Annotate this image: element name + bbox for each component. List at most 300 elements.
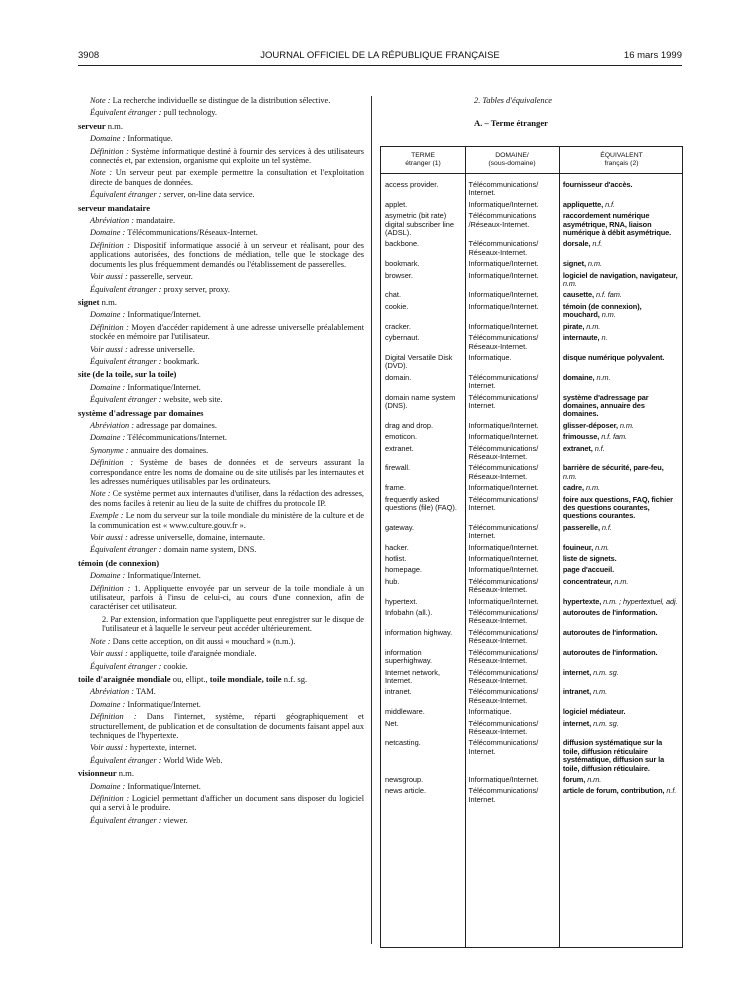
- foreign-term: frequently asked questions (file) (FAQ).: [385, 494, 457, 512]
- domain-cell: Informatique/Internet.: [468, 270, 539, 280]
- field-text: adresse universelle.: [129, 344, 195, 354]
- table-row: [381, 201, 682, 209]
- domain-cell: Informatique/Internet.: [468, 542, 539, 552]
- term-text: toile d'araignée mondiale: [78, 673, 171, 684]
- domain-cell: Télécommunications/ Internet.: [468, 392, 539, 410]
- foreign-term: information superhighway.: [385, 647, 433, 666]
- field-text: domain name system, DNS.: [163, 545, 257, 555]
- entry-field: [78, 147, 364, 166]
- entry-field: [78, 489, 364, 508]
- foreign-term: domain name system (DNS).: [385, 392, 456, 410]
- french-equivalent: [558, 609, 682, 626]
- equivalent-grammar: n.f.: [592, 239, 603, 249]
- french-equivalent: [558, 776, 682, 784]
- entry-field: [78, 168, 364, 187]
- entry-field: [78, 433, 364, 442]
- foreign-term: middleware.: [385, 707, 425, 717]
- french-equivalent: [558, 578, 682, 595]
- domain-cell: Informatique/Internet.: [468, 774, 539, 784]
- field-label: Domaine :: [90, 382, 126, 392]
- field-label: Domaine :: [90, 433, 126, 443]
- entry-field: [78, 134, 364, 143]
- equivalent-text: page d'accueil.: [562, 565, 615, 575]
- domain-cell: Télécommunications/ Réseaux-Internet.: [468, 627, 539, 646]
- entry-field: [78, 357, 364, 366]
- entry-field: [78, 190, 364, 199]
- entry-term: [78, 409, 364, 418]
- foreign-term: bookmark.: [385, 259, 420, 269]
- entry-field: [78, 700, 364, 709]
- equivalent-text: fournisseur d'accès.: [562, 180, 633, 189]
- term-grammar: n.f. sg.: [283, 673, 308, 684]
- foreign-term: Infobahn (all.).: [385, 608, 433, 618]
- foreign-term: cracker.: [385, 321, 411, 331]
- french-equivalent: [558, 291, 682, 299]
- term-text: système d'adressage par domaines: [78, 407, 204, 418]
- glossary-entry: [78, 370, 364, 404]
- foreign-term: homepage.: [385, 565, 422, 575]
- foreign-term: domain.: [385, 372, 412, 382]
- field-label: Domaine :: [90, 571, 126, 581]
- french-equivalent: [558, 566, 682, 574]
- foreign-term: Digital Versatile Disk (DVD).: [385, 352, 453, 371]
- equivalent-text: domaine,: [562, 372, 595, 382]
- field-label: Définition :: [90, 583, 131, 593]
- term-grammar: n.m.: [101, 296, 117, 307]
- field-label: Abréviation :: [90, 420, 135, 430]
- table-row: [381, 669, 682, 686]
- entry-term: [78, 298, 364, 307]
- equivalent-text: concentrateur,: [562, 576, 613, 586]
- equivalent-text: pirate,: [562, 321, 585, 331]
- field-label: Équivalent étranger :: [90, 661, 162, 671]
- equivalent-grammar: n.m.: [593, 687, 608, 697]
- french-equivalent: [558, 201, 682, 209]
- equivalent-grammar: n.m.: [596, 372, 611, 382]
- entry-field: [78, 228, 364, 237]
- field-label: Note :: [90, 636, 111, 646]
- entry-field: [78, 637, 364, 646]
- entry-field: [78, 272, 364, 281]
- foreign-term: information highway.: [385, 627, 453, 637]
- equivalent-text: raccordement numérique asymétrique, RNA, liaison numérique à débit asymétrique.: [562, 211, 672, 238]
- equivalent-text: disque numérique polyvalent.: [562, 352, 665, 362]
- field-text: Logiciel permettant d'afficher un document sans disposer du logiciel qui a servi à le produire.: [90, 793, 365, 813]
- entry-field: [78, 782, 364, 791]
- foreign-term: news article.: [385, 786, 427, 796]
- equivalent-grammar: n.m.: [619, 420, 634, 430]
- equivalent-text: causette,: [562, 290, 594, 300]
- field-label: Domaine :: [90, 699, 126, 709]
- foreign-term: intranet.: [385, 687, 412, 697]
- field-text: Système de bases de données et de serveurs assurant la correspondance entre les noms de domaine ou de site utilisés par les internautes et les adresses numériques utilisables par les ordinateurs.: [90, 458, 364, 486]
- field-text: Informatique/Internet.: [127, 310, 201, 320]
- foreign-term: hub.: [385, 576, 400, 586]
- domain-cell: Informatique/Internet.: [468, 554, 539, 564]
- french-equivalent: [558, 544, 682, 552]
- term-text: serveur: [78, 120, 106, 131]
- field-text: Le nom du serveur sur la toile mondiale du ministère de la culture et de la communication est « www.culture.gouv.fr ».: [90, 511, 364, 530]
- domain-cell: Télécommunications/ Internet.: [468, 180, 539, 198]
- equivalent-text: appliquette,: [562, 199, 604, 209]
- foreign-term: emoticon.: [385, 432, 418, 442]
- entry-field: [78, 446, 364, 455]
- equivalent-text: internet,: [562, 667, 592, 677]
- entry-term: [78, 370, 364, 379]
- table-row: [381, 303, 682, 320]
- field-text: hypertexte, internet.: [129, 743, 197, 753]
- equivalent-grammar: n.m.: [562, 471, 577, 481]
- header-rule: [78, 65, 682, 66]
- field-text: TAM.: [135, 687, 156, 697]
- domain-cell: Informatique.: [468, 707, 512, 717]
- table-row: [381, 433, 682, 441]
- field-label: Voir aussi :: [90, 649, 128, 659]
- entry-field: [78, 458, 364, 486]
- entry-term: [78, 675, 364, 684]
- foreign-term: drag and drop.: [385, 420, 434, 430]
- foreign-term: newsgroup.: [385, 774, 424, 784]
- field-label: Voir aussi :: [90, 533, 128, 543]
- field-label: Équivalent étranger :: [90, 108, 162, 118]
- field-text: 2. Par extension, information que l'appliquette peut enregistrer sur le disque de l'utilisateur et à laquelle le serveur peut accéder ultérieurement.: [102, 614, 364, 634]
- field-text: adresse universelle, domaine, internaute.: [129, 533, 265, 543]
- field-label: Équivalent étranger :: [90, 545, 162, 555]
- glossary-entry: [78, 769, 364, 825]
- equivalent-text: passerelle,: [562, 522, 600, 532]
- field-text: Télécommunications/Internet.: [127, 433, 227, 443]
- french-equivalent: [558, 422, 682, 430]
- field-label: Domaine :: [90, 228, 126, 238]
- glossary-entry: [78, 204, 364, 294]
- table-row: [381, 464, 682, 481]
- domain-cell: Télécommunications/ Internet.: [468, 494, 539, 512]
- french-equivalent: [558, 272, 682, 289]
- equivalent-grammar: n.f. fam.: [601, 432, 627, 442]
- table-row: [381, 484, 682, 492]
- term-text: serveur mandataire: [78, 202, 151, 213]
- field-label: Exemple :: [90, 511, 124, 521]
- foreign-term: hypertext.: [385, 596, 418, 606]
- french-equivalent: [558, 649, 682, 666]
- foreign-term: netcasting.: [385, 738, 421, 748]
- table-row: [381, 212, 682, 237]
- equivalent-text: hypertexte,: [562, 596, 602, 606]
- foreign-term: frame.: [385, 483, 406, 493]
- field-label: Voir aussi :: [90, 344, 128, 354]
- equivalent-grammar: n.f. fam.: [595, 290, 622, 300]
- entry-field: [78, 584, 364, 612]
- domain-cell: Informatique/Internet.: [468, 290, 539, 300]
- entry-term: [78, 122, 364, 131]
- field-text: Dispositif informatique associé à un serveur et réalisant, pour des applications autorisées, des fonctions de médiation, telle que le stockage des documents les plus fréquemment demandés ou l'établissement de passerelles.: [90, 240, 365, 269]
- equivalent-text: article de forum, contribution,: [562, 786, 665, 796]
- header-domain: DOMAINE/ (sous-domaine): [488, 152, 536, 167]
- domain-cell: Télécommunications/ Réseaux-Internet.: [468, 239, 539, 257]
- french-equivalent: [558, 374, 682, 391]
- french-equivalent: [558, 433, 682, 441]
- domain-cell: Télécommunications/ Réseaux-Internet.: [468, 443, 539, 461]
- entry-field: [78, 615, 364, 634]
- section-title: 2. Tables d'équivalence: [474, 96, 553, 105]
- entry-field: [78, 662, 364, 671]
- domain-cell: Télécommunications/ Réseaux-Internet.: [468, 647, 539, 666]
- field-text: proxy server, proxy.: [163, 284, 230, 294]
- table-row: [381, 323, 682, 331]
- equivalent-grammar: n.m. sg.: [593, 667, 619, 677]
- term-grammar: n.m.: [107, 120, 123, 131]
- table-row: [381, 649, 682, 666]
- glossary-entry: [78, 122, 364, 200]
- foreign-term: chat.: [385, 290, 402, 300]
- french-equivalent: [558, 484, 682, 492]
- entry-term: [78, 769, 364, 778]
- entry-field: [78, 216, 364, 225]
- equivalent-text: internaute,: [562, 333, 600, 343]
- term-grammar: n.m.: [118, 768, 134, 779]
- field-text: website, web site.: [163, 395, 223, 405]
- domain-cell: Télécommunications/ Internet.: [468, 738, 539, 756]
- entry-field: [78, 421, 364, 430]
- field-text: Informatique/Internet.: [127, 781, 201, 791]
- domain-cell: Informatique/Internet.: [468, 259, 539, 269]
- field-text: 1. Appliquette envoyée par un serveur de la toile mondiale à un utilisateur, parfois à l'insu de celui-ci, au cours d'une connexion, afin de caractériser cet utilisateur.: [90, 583, 365, 612]
- equivalence-table: [380, 146, 683, 948]
- french-equivalent: [558, 669, 682, 686]
- equivalent-grammar: n.m. sg.: [593, 718, 619, 728]
- french-equivalent: [558, 323, 682, 331]
- equivalent-text: liste de signets.: [562, 554, 617, 564]
- field-text: Informatique/Internet.: [127, 699, 201, 709]
- equivalent-text: autoroutes de l'information.: [562, 647, 658, 657]
- entry-field: [78, 712, 364, 740]
- table-row: [381, 240, 682, 257]
- entry-term: [78, 559, 364, 568]
- table-row: [381, 688, 682, 705]
- equivalent-text: autoroutes de l'information.: [562, 627, 658, 637]
- field-label: Équivalent étranger :: [90, 755, 162, 765]
- glossary-entry: [78, 559, 364, 671]
- domain-cell: Télécommunications/ Réseaux-Internet.: [468, 608, 539, 626]
- field-text: adressage par domaines.: [136, 420, 217, 430]
- field-label: Abréviation :: [90, 687, 135, 697]
- equivalent-grammar: n.f.: [666, 786, 677, 796]
- field-label: Domaine :: [90, 781, 126, 791]
- equivalent-grammar: n.m.: [586, 321, 601, 331]
- field-label: Définition :: [90, 322, 129, 332]
- entry-field: [78, 310, 364, 319]
- domain-cell: Informatique/Internet.: [468, 596, 539, 606]
- domain-cell: Informatique.: [468, 352, 512, 362]
- equivalent-text: internet,: [562, 718, 592, 728]
- french-equivalent: [558, 688, 682, 705]
- glossary-entry: [78, 298, 364, 366]
- entry-field: [78, 345, 364, 354]
- field-label: Domaine :: [90, 310, 126, 320]
- entry-field: [78, 108, 364, 117]
- french-equivalent: [558, 464, 682, 481]
- equivalent-text: système d'adressage par domaines, annuaire des domaines.: [562, 392, 649, 419]
- field-label: Définition :: [90, 240, 130, 250]
- header-term: TERME étranger (1): [405, 152, 441, 167]
- field-text: pull technology.: [163, 108, 217, 118]
- equivalent-text: cadre,: [562, 483, 585, 493]
- column-divider: [371, 96, 372, 944]
- foreign-term: hacker.: [385, 542, 409, 552]
- french-equivalent: [558, 739, 682, 773]
- entry-field: [78, 756, 364, 765]
- table-row: [381, 598, 682, 606]
- entry-field: [78, 545, 364, 554]
- table-row: [381, 496, 682, 521]
- foreign-term: Internet network, Internet.: [385, 667, 441, 685]
- field-label: Équivalent étranger :: [90, 815, 162, 825]
- domain-cell: Informatique/Internet.: [468, 483, 539, 493]
- entry-field: [78, 687, 364, 696]
- table-row: [381, 787, 682, 804]
- domain-cell: Informatique/Internet.: [468, 432, 539, 442]
- domain-cell: Informatique/Internet.: [468, 321, 539, 331]
- french-equivalent: [558, 720, 682, 737]
- glossary-entry: [78, 409, 364, 555]
- field-label: Abréviation :: [90, 216, 135, 226]
- equivalent-grammar: n.m.: [601, 310, 616, 320]
- equivalent-grammar: n.m. ; hypertextuel, adj.: [603, 596, 678, 606]
- subsection-title: A. – Terme étranger: [474, 118, 548, 128]
- field-text: viewer.: [163, 815, 188, 825]
- field-text: annuaire des domaines.: [130, 445, 209, 455]
- field-text: La recherche individuelle se distingue de la distribution sélective.: [112, 96, 331, 105]
- foreign-term: applet.: [385, 199, 408, 209]
- domain-cell: Télécommunications/ Réseaux-Internet.: [468, 463, 539, 481]
- domain-cell: Télécommunications /Réseaux-Internet.: [468, 211, 537, 229]
- entry-field: [78, 241, 364, 269]
- table-row: [381, 422, 682, 430]
- table-row: [381, 566, 682, 574]
- foreign-term: firewall.: [385, 463, 411, 473]
- equivalent-grammar: n.: [601, 333, 608, 343]
- foreign-term: backbone.: [385, 239, 420, 249]
- field-label: Équivalent étranger :: [90, 284, 162, 294]
- foreign-term: asymetric (bit rate) digital subscriber line (ADSL).: [385, 211, 455, 238]
- equivalent-grammar: n.m.: [585, 483, 600, 493]
- field-label: Définition :: [90, 793, 130, 803]
- table-row: [381, 394, 682, 419]
- domain-cell: Télécommunications/ Internet.: [468, 522, 539, 541]
- domain-cell: Télécommunications/ Réseaux-Internet.: [468, 718, 539, 736]
- french-equivalent: [558, 212, 682, 237]
- domain-cell: Télécommunications/ Réseaux-Internet.: [468, 667, 539, 685]
- table-row: [381, 776, 682, 784]
- field-text: cookie.: [163, 661, 188, 671]
- foreign-term: browser.: [385, 270, 413, 280]
- table-row: [381, 609, 682, 626]
- french-equivalent: [558, 629, 682, 646]
- table-row: [381, 555, 682, 563]
- field-text: appliquette, toile d'araignée mondiale.: [129, 649, 257, 659]
- field-label: Note :: [90, 96, 111, 105]
- table-row: [381, 739, 682, 773]
- table-body: [381, 181, 682, 807]
- table-row: [381, 334, 682, 351]
- foreign-term: cybernaut.: [385, 333, 420, 343]
- table-row: [381, 181, 682, 198]
- equivalent-text: intranet,: [562, 687, 592, 697]
- entry-field: [78, 794, 364, 813]
- entry-term: [78, 204, 364, 213]
- table-row: [381, 260, 682, 268]
- field-text: Télécommunications/Réseaux-Internet.: [127, 228, 258, 238]
- field-text: passerelle, serveur.: [129, 272, 193, 282]
- french-equivalent: [558, 598, 682, 606]
- french-equivalent: [558, 181, 682, 198]
- french-equivalent: [558, 334, 682, 351]
- field-label: Synonyme :: [90, 445, 129, 455]
- french-equivalent: [558, 496, 682, 521]
- french-equivalent: [558, 354, 682, 371]
- equivalent-text: foire aux questions, FAQ, fichier des questions courantes, questions courantes.: [562, 494, 673, 521]
- glossary-entry: [78, 96, 364, 118]
- equivalent-text: barrière de sécurité, pare-feu,: [562, 463, 664, 473]
- domain-cell: Télécommunications/ Réseaux-Internet.: [468, 576, 539, 595]
- issue-date: 16 mars 1999: [623, 50, 682, 61]
- domain-cell: Informatique/Internet.: [468, 420, 539, 430]
- journal-title: JOURNAL OFFICIEL DE LA RÉPUBLIQUE FRANÇAISE: [260, 50, 500, 61]
- entry-field: [78, 816, 364, 825]
- french-equivalent: [558, 445, 682, 462]
- equivalent-grammar: n.m.: [595, 542, 610, 552]
- entry-field: [78, 571, 364, 580]
- equivalent-text: autoroutes de l'information.: [562, 608, 658, 618]
- field-label: Équivalent étranger :: [90, 190, 162, 200]
- table-row: [381, 524, 682, 541]
- field-label: Note :: [90, 168, 113, 178]
- french-equivalent: [558, 394, 682, 419]
- foreign-term: hotlist.: [385, 554, 407, 564]
- french-equivalent: [558, 708, 682, 716]
- table-row: [381, 291, 682, 299]
- field-text: server, on-line data service.: [163, 190, 255, 200]
- equivalent-text: signet,: [562, 259, 586, 269]
- equivalent-text: dorsale,: [562, 239, 591, 249]
- field-text: Informatique/Internet.: [127, 382, 201, 392]
- table-header-rule: [381, 173, 682, 174]
- domain-cell: Informatique/Internet.: [468, 565, 539, 575]
- equivalent-text: extranet,: [562, 443, 593, 453]
- entry-field: [78, 533, 364, 542]
- term-text: signet: [78, 296, 100, 307]
- domain-cell: Télécommunications/ Réseaux-Internet.: [468, 333, 539, 351]
- term-text: visionneur: [78, 768, 117, 779]
- table-row: [381, 374, 682, 391]
- field-text: Ce système permet aux internautes d'utiliser, dans la rédaction des adresses, des noms faciles à retenir au lieu de la suite de chiffres du protocole IP.: [90, 489, 364, 508]
- table-row: [381, 354, 682, 371]
- equivalent-text: glisser-déposer,: [562, 420, 618, 430]
- field-label: Définition :: [90, 146, 129, 156]
- header-equivalent: ÉQUIVALENT français (2): [600, 152, 643, 167]
- equivalent-text: témoin (de connexion), mouchard,: [562, 301, 642, 320]
- foreign-term: gateway.: [385, 522, 415, 532]
- field-text: Dans l'internet, système, réparti géographiquement et structurellement, de publication et de consultation de documents faisant appel aux techniques de l'hypertexte.: [90, 712, 365, 740]
- field-label: Équivalent étranger :: [90, 395, 162, 405]
- field-label: Note :: [90, 489, 111, 499]
- table-row: [381, 544, 682, 552]
- entry-field: [78, 649, 364, 658]
- table-row: [381, 629, 682, 646]
- french-equivalent: [558, 555, 682, 563]
- field-text: World Wide Web.: [163, 755, 223, 765]
- table-row: [381, 720, 682, 737]
